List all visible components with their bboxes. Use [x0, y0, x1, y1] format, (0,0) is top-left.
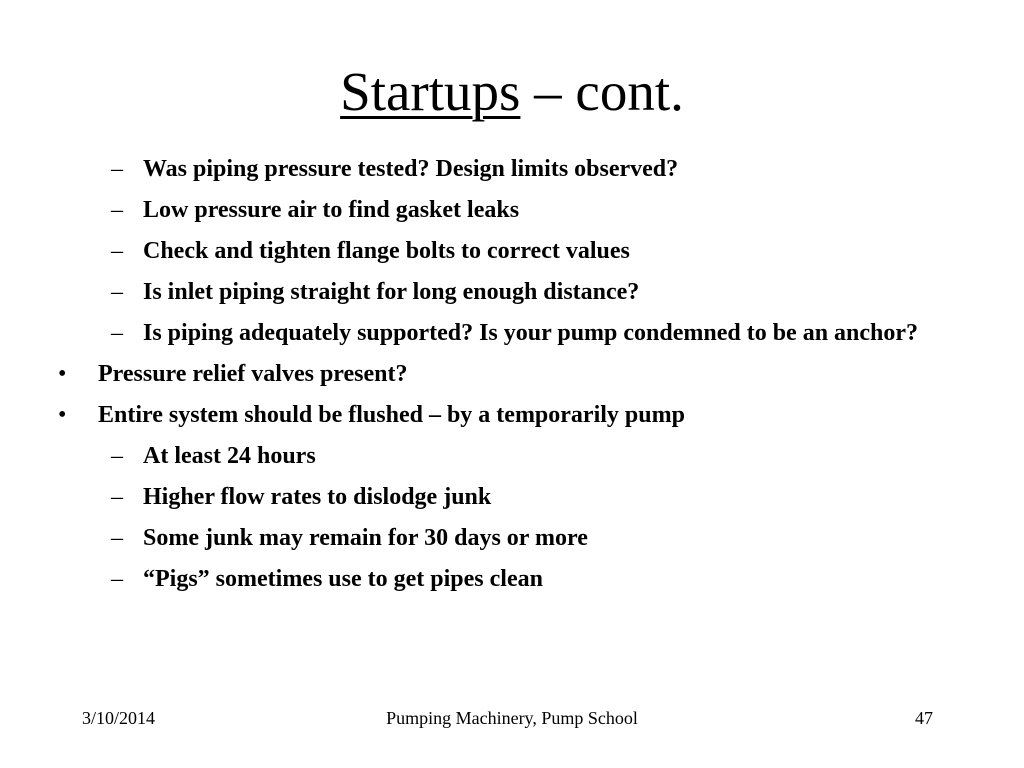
bullet-item — [0, 358, 978, 390]
dash-marker: – — [111, 197, 123, 223]
bullet-marker: • — [58, 361, 67, 387]
bullet-text: Low pressure air to find gasket leaks — [143, 197, 520, 223]
dash-marker: – — [111, 525, 123, 551]
bullet-text: “Pigs” sometimes use to get pipes clean — [143, 566, 543, 592]
slide-title-rest: – cont. — [520, 61, 684, 122]
bullet-text: Some junk may remain for 30 days or more — [143, 525, 588, 551]
bullet-item — [0, 276, 978, 308]
bullet-text: Higher flow rates to dislodge junk — [143, 484, 492, 510]
slide-title — [0, 62, 1024, 123]
bullet-text: Pressure relief valves present? — [98, 361, 408, 387]
bullet-text: Was piping pressure tested? Design limits observed? — [143, 156, 679, 182]
footer-page-number: 47 — [915, 708, 933, 728]
bullet-item — [0, 563, 978, 595]
bullet-text: Entire system should be flushed – by a temporarily pump — [98, 402, 685, 428]
bullet-item — [0, 440, 978, 472]
bullet-list — [0, 153, 1024, 604]
dash-marker: – — [111, 320, 123, 346]
bullet-item — [0, 235, 978, 267]
bullet-text: At least 24 hours — [143, 443, 316, 469]
footer-title: Pumping Machinery, Pump School — [386, 708, 638, 728]
dash-marker: – — [111, 566, 123, 592]
slide-title-underlined: Startups — [340, 61, 521, 122]
dash-marker: – — [111, 238, 123, 264]
dash-marker: – — [111, 156, 123, 182]
dash-marker: – — [111, 443, 123, 469]
bullet-item — [0, 153, 978, 185]
bullet-item — [0, 522, 978, 554]
bullet-text: Is piping adequately supported? Is your pump condemned to be an anchor? — [143, 320, 919, 346]
bullet-item — [0, 481, 978, 513]
bullet-text: Check and tighten flange bolts to correct values — [143, 238, 630, 264]
bullet-item — [0, 194, 978, 226]
bullet-marker: • — [58, 402, 67, 428]
dash-marker: – — [111, 484, 123, 510]
footer-date: 3/10/2014 — [82, 708, 156, 728]
bullet-item — [0, 317, 978, 349]
bullet-text: Is inlet piping straight for long enough distance? — [143, 279, 640, 305]
bullet-item — [0, 399, 978, 431]
dash-marker: – — [111, 279, 123, 305]
